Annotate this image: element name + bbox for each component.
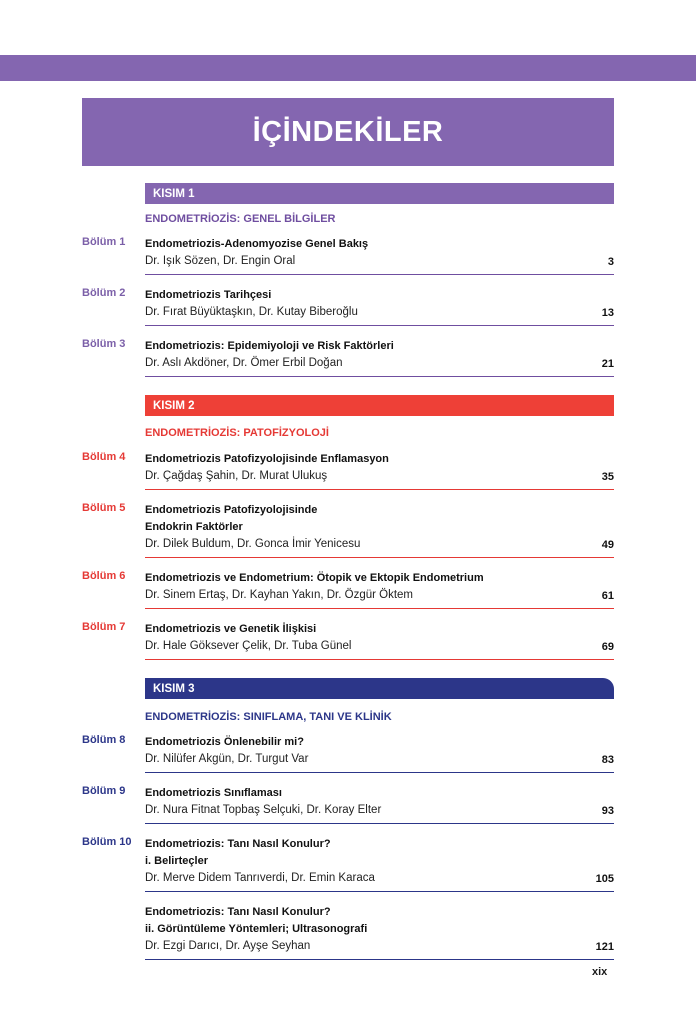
part-2-section-title: ENDOMETRİOZİS: PATOFİZYOLOJİ: [145, 427, 329, 439]
chapter-title-line-2: ii. Görüntüleme Yöntemleri; Ultrasonografi: [145, 923, 368, 935]
chapter-title: Endometriozis-Adenomyozise Genel Bakış: [145, 238, 369, 250]
chapter-title: Endometriozis Önlenebilir mi?: [145, 736, 304, 748]
chapter-page: 3: [607, 256, 614, 268]
chapter-authors: Dr. Dilek Buldum, Dr. Gonca İmir Yenicesu: [145, 538, 361, 550]
page-number: xix: [592, 966, 608, 978]
chapter-title-line-2: i. Belirteçler: [145, 855, 208, 867]
chapter-title: Endometriozis: Tanı Nasıl Konulur?: [145, 838, 331, 850]
chapter-number: Bölüm 10: [82, 836, 132, 848]
chapter-page: 13: [601, 307, 614, 319]
chapter-page: 121: [595, 941, 614, 953]
part-3-section-title: ENDOMETRİOZİS: SINIFLAMA, TANI VE KLİNİK: [145, 711, 392, 723]
chapter-authors: Dr. Aslı Akdöner, Dr. Ömer Erbil Doğan: [145, 357, 343, 369]
chapter-authors: Dr. Sinem Ertaş, Dr. Kayhan Yakın, Dr. Özgür Öktem: [145, 589, 414, 601]
chapter-number: Bölüm 2: [82, 287, 126, 299]
chapter-title: Endometriozis Patofizyolojisinde: [145, 504, 318, 516]
chapter-page: 61: [601, 590, 614, 602]
chapter-title: Endometriozis ve Genetik İlişkisi: [145, 623, 317, 635]
part-1-section-title: ENDOMETRİOZİS: GENEL BİLGİLER: [145, 213, 336, 225]
chapter-page: 83: [601, 754, 614, 766]
chapter-number: Bölüm 5: [82, 502, 126, 514]
chapter-page: 35: [601, 471, 614, 483]
chapter-authors: Dr. Çağdaş Şahin, Dr. Murat Ulukuş: [145, 470, 328, 482]
part-2-bar: KISIM 2: [145, 395, 614, 416]
chapter-authors: Dr. Fırat Büyüktaşkın, Dr. Kutay Biberoğlu: [145, 306, 358, 318]
chapter-number: Bölüm 8: [82, 734, 126, 746]
chapter-page: 93: [601, 805, 614, 817]
chapter-title: Endometriozis ve Endometrium: Ötopik ve Ektopik Endometrium: [145, 572, 484, 584]
chapter-title: Endometriozis: Tanı Nasıl Konulur?: [145, 906, 331, 918]
chapter-number: Bölüm 9: [82, 785, 126, 797]
chapter-title-line-2: Endokrin Faktörler: [145, 521, 243, 533]
chapter-title: Endometriozis Sınıflaması: [145, 787, 282, 799]
page-title: İÇİNDEKİLER: [82, 98, 614, 166]
chapter-number: Bölüm 6: [82, 570, 126, 582]
chapter-title: Endometriozis Tarihçesi: [145, 289, 272, 301]
chapter-authors: Dr. Nura Fitnat Topbaş Selçuki, Dr. Koray Elter: [145, 804, 382, 816]
chapter-authors: Dr. Ezgi Darıcı, Dr. Ayşe Seyhan: [145, 940, 311, 952]
chapter-page: 105: [595, 873, 614, 885]
chapter-page: 49: [601, 539, 614, 551]
chapter-authors: Dr. Hale Göksever Çelik, Dr. Tuba Günel: [145, 640, 352, 652]
chapter-authors: Dr. Nilüfer Akgün, Dr. Turgut Var: [145, 753, 309, 765]
part-3-bar: KISIM 3: [145, 678, 614, 699]
chapter-authors: Dr. Merve Didem Tanrıverdi, Dr. Emin Karaca: [145, 872, 375, 884]
top-color-band: [0, 55, 696, 81]
part-1-bar: KISIM 1: [145, 183, 614, 204]
chapter-number: Bölüm 4: [82, 451, 126, 463]
chapter-page: 69: [601, 641, 614, 653]
chapter-title: Endometriozis: Epidemiyoloji ve Risk Faktörleri: [145, 340, 394, 352]
chapter-title: Endometriozis Patofizyolojisinde Enflamasyon: [145, 453, 389, 465]
chapter-authors: Dr. Işık Sözen, Dr. Engin Oral: [145, 255, 296, 267]
chapter-number: Bölüm 3: [82, 338, 126, 350]
chapter-page: 21: [601, 358, 614, 370]
chapter-number: Bölüm 7: [82, 621, 126, 633]
chapter-number: Bölüm 1: [82, 236, 126, 248]
